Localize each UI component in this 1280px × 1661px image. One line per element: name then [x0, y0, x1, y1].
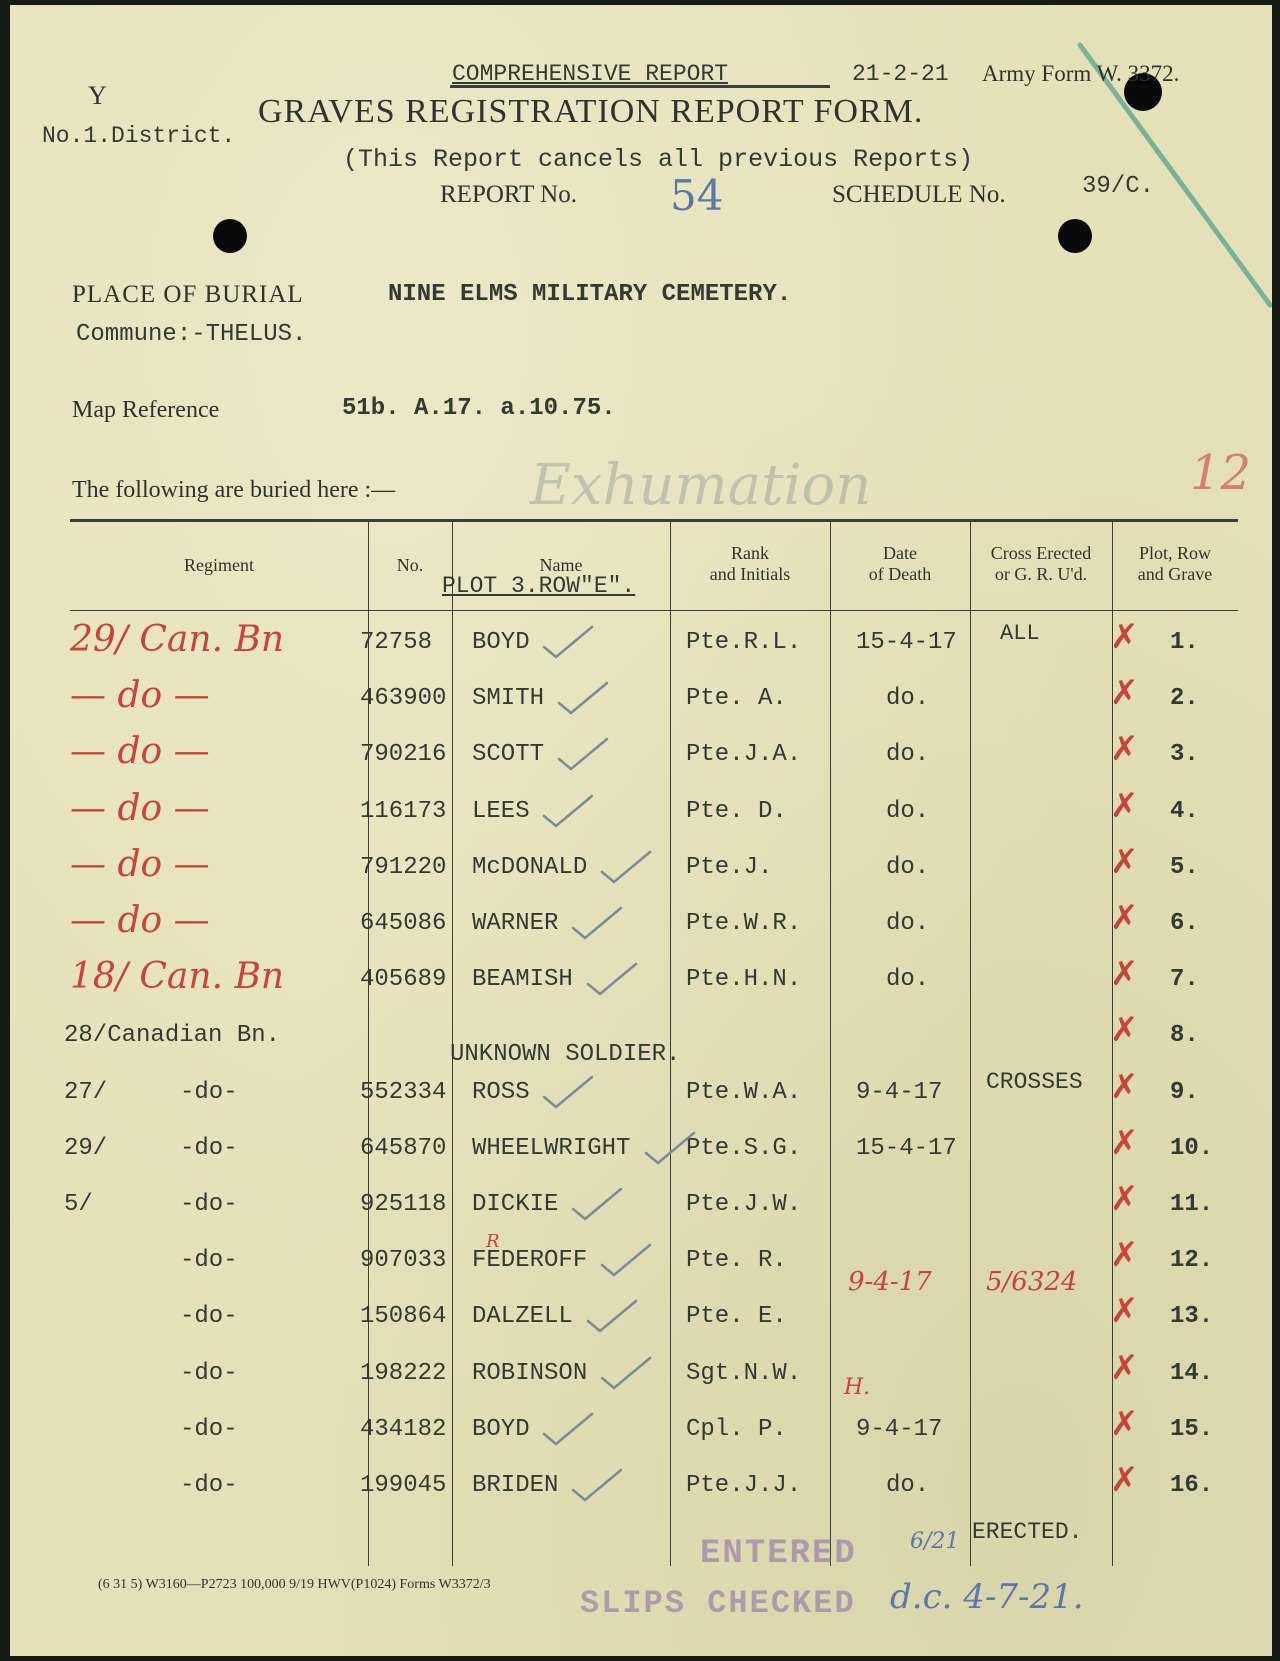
comprehensive-report-title: COMPREHENSIVE REPORT — [452, 61, 729, 87]
check-tick — [540, 1073, 600, 1113]
table-row — [10, 1404, 1272, 1460]
check-tick — [540, 1410, 600, 1450]
grave-number: 5. — [1170, 853, 1199, 881]
col-header-rank-line1: Rank — [731, 543, 769, 563]
regiment-name: 28/Canadian Bn. — [64, 1022, 281, 1050]
slips-checked-stamp: SLIPS CHECKED — [580, 1585, 856, 1622]
rank-initials: Pte.J. — [686, 853, 773, 881]
col-header-date-line1: Date — [883, 543, 917, 563]
date-of-death: 9-4-17 — [856, 1078, 943, 1106]
rank-initials: Pte. E. — [686, 1303, 787, 1331]
soldier-name: DALZELL — [472, 1303, 573, 1331]
check-tick — [555, 735, 615, 775]
table-row — [10, 1067, 1272, 1123]
soldier-name: LEES — [472, 797, 530, 825]
table-row — [10, 786, 1272, 842]
col-header-date-line2: of Death — [868, 564, 932, 584]
regiment-name: -do- — [180, 1247, 238, 1275]
check-tick — [584, 1297, 644, 1337]
date-of-death: do. — [886, 966, 930, 994]
service-number: 199045 — [360, 1472, 447, 1499]
place-of-burial-value: NINE ELMS MILITARY CEMETERY. — [388, 281, 792, 308]
date-of-death: do. — [886, 1472, 930, 1499]
service-number: 907033 — [360, 1247, 447, 1275]
grave-number: 4. — [1170, 797, 1199, 825]
grave-number: 7. — [1170, 966, 1199, 994]
service-number: 463900 — [360, 685, 447, 713]
table-row — [10, 1460, 1272, 1516]
check-tick — [598, 848, 658, 888]
soldier-name: BOYD — [472, 1415, 530, 1443]
regiment-number: 27/ — [64, 1078, 108, 1106]
rank-initials: Cpl. P. — [686, 1415, 787, 1443]
regiment-name: -do- — [180, 1191, 238, 1218]
entered-stamp: ENTERED — [700, 1535, 857, 1573]
regiment-name: -do- — [180, 1415, 238, 1443]
soldier-name: FEDEROFF — [472, 1247, 588, 1275]
rank-initials: Pte.J.W. — [686, 1191, 802, 1218]
service-number: 645086 — [360, 910, 447, 937]
crosses-note: CROSSES — [986, 1069, 1083, 1095]
date-of-death: do. — [886, 797, 930, 825]
unknown-soldier-text: UNKNOWN SOLDIER. — [450, 1041, 681, 1068]
rank-initials: Pte.H.N. — [686, 966, 802, 994]
service-number: 150864 — [360, 1303, 447, 1331]
grave-number: 6. — [1170, 910, 1199, 937]
table-top-rule — [70, 519, 1238, 522]
col-header-plot — [1112, 543, 1238, 585]
col-header-cross — [970, 543, 1112, 585]
cross-erected-mark: ✗ — [1110, 1403, 1139, 1444]
col-header-name: Name — [539, 555, 583, 575]
check-tick — [540, 792, 600, 832]
rank-initials: Pte.J.J. — [686, 1472, 802, 1499]
rank-initials: Pte.R.L. — [686, 629, 802, 656]
cross-erected-mark: ✗ — [1110, 1066, 1139, 1107]
cross-erected-mark: ✗ — [1110, 1460, 1139, 1500]
cross-erected-mark: ✗ — [1110, 729, 1139, 770]
rank-initials: Pte.S.G. — [686, 1134, 802, 1162]
regiment-name: -do- — [180, 1359, 238, 1387]
regiment-handwritten: — do — — [70, 843, 210, 885]
cross-erected-mark: ✗ — [1110, 841, 1139, 882]
table-row — [10, 898, 1272, 954]
table-row — [10, 842, 1272, 898]
schedule-no-label: SCHEDULE No. — [832, 181, 1006, 208]
service-number: 72758 — [360, 629, 433, 656]
check-tick — [555, 679, 615, 719]
army-form-number: Army Form W. 3372. — [982, 61, 1180, 86]
soldier-name: BOYD — [472, 629, 530, 656]
report-sheet — [10, 5, 1272, 1656]
check-tick — [584, 960, 644, 1000]
cross-erected-mark: ✗ — [1110, 617, 1139, 657]
grave-number: 14. — [1170, 1359, 1214, 1387]
soldier-name: DICKIE — [472, 1191, 559, 1218]
service-number: 405689 — [360, 966, 447, 994]
cancels-note: (This Report cancels all previous Reports) — [343, 145, 974, 174]
grave-number: 3. — [1170, 741, 1199, 769]
table-row — [10, 1291, 1272, 1347]
table-row — [10, 617, 1272, 673]
exhumation-pencil-note: Exhumation — [530, 453, 872, 518]
grave-number: 15. — [1170, 1415, 1214, 1443]
check-tick — [598, 1241, 658, 1281]
rank-initials: Pte.W.R. — [686, 910, 802, 937]
rank-initials: Pte. R. — [686, 1247, 787, 1275]
col-header-cross-line1: Cross Erected — [990, 543, 1092, 563]
check-tick — [569, 904, 629, 944]
soldier-name: SMITH — [472, 685, 545, 713]
cross-erected-mark: ✗ — [1110, 785, 1139, 826]
signature-initials: d.c. 4-7-21. — [890, 1577, 1084, 1617]
soldier-name: WARNER — [472, 910, 559, 937]
map-reference-value: 51b. A.17. a.10.75. — [342, 395, 616, 422]
federoff-date-note: 9-4-17 — [848, 1267, 932, 1297]
regiment-handwritten: — do — — [70, 731, 210, 773]
report-no-label: REPORT No. — [440, 181, 577, 208]
check-tick — [569, 1185, 629, 1225]
rank-initials: Pte. A. — [686, 685, 787, 713]
soldier-name: SCOTT — [472, 741, 545, 769]
place-of-burial-label: PLACE OF BURIAL — [72, 281, 304, 308]
report-no-value: 54 — [670, 171, 724, 220]
grave-number: 10. — [1170, 1134, 1214, 1162]
cross-erected-mark: ✗ — [1110, 1122, 1139, 1163]
plot-row-stamp: PLOT 3.ROW"E". — [442, 573, 636, 599]
rank-initials: Sgt.N.W. — [686, 1359, 802, 1387]
check-tick — [642, 1129, 702, 1169]
service-number: 434182 — [360, 1415, 447, 1443]
punch-hole-left — [213, 219, 247, 253]
report-date: 21-2-21 — [852, 61, 949, 87]
federoff-correction: R — [486, 1231, 500, 1252]
regiment-handwritten: 18/ Can. Bn — [70, 956, 285, 998]
col-header-rank-line2: and Initials — [709, 564, 791, 584]
service-number: 198222 — [360, 1359, 447, 1387]
service-number: 790216 — [360, 741, 447, 769]
col-header-plot-line1: Plot, Row — [1138, 543, 1212, 563]
rank-initials: Pte. D. — [686, 797, 787, 825]
cross-erected-mark: ✗ — [1110, 673, 1139, 714]
regiment-name: -do- — [180, 1078, 238, 1106]
form-title: GRAVES REGISTRATION REPORT FORM. — [258, 93, 924, 130]
soldier-name: BEAMISH — [472, 966, 573, 994]
date-of-death: do. — [886, 741, 930, 769]
table-row — [10, 1348, 1272, 1404]
table-row — [10, 1179, 1272, 1235]
cross-erected-mark: ✗ — [1110, 1347, 1139, 1388]
map-reference-label: Map Reference — [72, 397, 220, 423]
regiment-handwritten: — do — — [70, 900, 210, 941]
table-row — [10, 1010, 1272, 1066]
col-header-regiment: Regiment — [184, 555, 254, 575]
col-header-rank — [670, 543, 830, 585]
regiment-number: 5/ — [64, 1191, 93, 1218]
grave-number: 11. — [1170, 1191, 1214, 1218]
rank-initials: Pte.W.A. — [686, 1078, 802, 1106]
corner-mark: Y — [88, 81, 107, 110]
cross-erected-mark: ✗ — [1110, 898, 1139, 938]
grave-number: 9. — [1170, 1078, 1199, 1106]
grave-number: 13. — [1170, 1303, 1214, 1331]
check-tick — [540, 623, 600, 663]
table-row — [10, 673, 1272, 729]
regiment-number: 29/ — [64, 1134, 108, 1162]
regiment-name: -do- — [180, 1303, 238, 1331]
service-number: 116173 — [360, 797, 447, 825]
corner-red-note: 12 — [1190, 445, 1252, 501]
buried-here-label: The following are buried here :— — [72, 477, 396, 503]
header-bottom-rule — [70, 610, 1238, 611]
regiment-handwritten: — do — — [70, 787, 210, 829]
service-number: 552334 — [360, 1078, 447, 1106]
service-number: 925118 — [360, 1191, 447, 1218]
soldier-name: BRIDEN — [472, 1472, 559, 1499]
title-underline — [450, 85, 830, 88]
regiment-name: -do- — [180, 1134, 238, 1162]
erected-note: ERECTED. — [972, 1519, 1083, 1545]
grave-number: 12. — [1170, 1247, 1214, 1275]
print-code: (6 31 5) W3160—P2723 100,000 9/19 HWV(P1024) Forms W3372/3 — [98, 1577, 491, 1592]
soldier-name: McDONALD — [472, 853, 588, 881]
col-header-plot-line2: and Grave — [1137, 564, 1213, 584]
soldier-name: ROBINSON — [472, 1359, 588, 1387]
cross-erected-mark: ✗ — [1110, 1010, 1139, 1051]
date-of-death: 9-4-17 — [856, 1415, 943, 1443]
grave-number: 1. — [1170, 629, 1199, 656]
table-row — [10, 1123, 1272, 1179]
regiment-name: -do- — [180, 1472, 238, 1499]
regiment-handwritten: — do — — [70, 675, 210, 717]
schedule-no-value: 39/C. — [1082, 173, 1155, 200]
service-number: 645870 — [360, 1134, 447, 1162]
date-of-death: do. — [886, 853, 930, 881]
grave-number: 8. — [1170, 1022, 1199, 1050]
service-number: 791220 — [360, 853, 447, 881]
regiment-handwritten: 29/ Can. Bn — [70, 619, 285, 660]
date-of-death: do. — [886, 910, 930, 937]
cross-erected-mark: ✗ — [1110, 1179, 1139, 1219]
cross-erected-mark: ✗ — [1110, 1291, 1139, 1332]
grave-number: 2. — [1170, 685, 1199, 713]
cross-erected-mark: ✗ — [1110, 1235, 1139, 1276]
date-of-death: 15-4-17 — [856, 1134, 957, 1162]
federoff-ref-note: 5/6324 — [986, 1267, 1078, 1297]
col-header-no: No. — [396, 555, 424, 575]
all-note: ALL — [1000, 621, 1040, 646]
col-header-date — [830, 543, 970, 585]
robinson-correction: H. — [844, 1375, 871, 1400]
date-of-death: 15-4-17 — [856, 629, 957, 656]
date-of-death: do. — [886, 685, 930, 713]
check-tick — [598, 1354, 658, 1394]
district-label: No.1.District. — [42, 123, 236, 149]
entered-initials: 6/21 — [910, 1529, 960, 1554]
cross-erected-mark: ✗ — [1110, 954, 1139, 995]
rank-initials: Pte.J.A. — [686, 741, 802, 769]
soldier-name: WHEELWRIGHT — [472, 1134, 631, 1162]
soldier-name: ROSS — [472, 1078, 530, 1106]
table-row — [10, 1235, 1272, 1291]
check-tick — [569, 1466, 629, 1506]
col-header-cross-line2: or G. R. U'd. — [994, 564, 1088, 584]
table-row — [10, 954, 1272, 1010]
grave-number: 16. — [1170, 1472, 1214, 1499]
table-row — [10, 729, 1272, 785]
commune-value: Commune:-THELUS. — [76, 321, 307, 348]
